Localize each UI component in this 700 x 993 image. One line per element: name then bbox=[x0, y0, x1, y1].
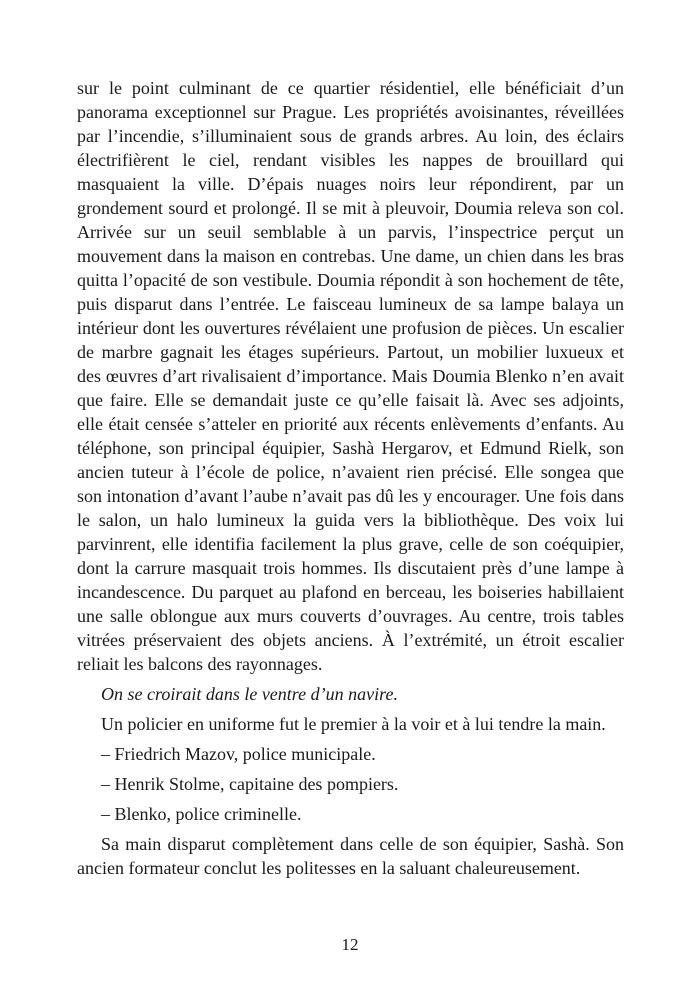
text-line: elle était censée s’atteler en priorité aux récents enlèvements d’enfants. Au bbox=[77, 414, 624, 434]
text-line: parvinrent, elle identifia facilement la plus grave, celle de son coéquipier, bbox=[77, 534, 624, 554]
text-line: ancien tuteur à l’école de police, n’avaient rien précisé. Elle songea que bbox=[77, 462, 624, 482]
text-line: reliait les balcons des rayonnages. bbox=[77, 654, 323, 674]
text-line: – Blenko, police criminelle. bbox=[101, 804, 302, 824]
text-line: – Henrik Stolme, capitaine des pompiers. bbox=[101, 774, 399, 794]
text-line: puis disparut dans l’entrée. Le faisceau lumineux de sa lampe balaya un bbox=[77, 294, 624, 314]
text-line: incandescence. Du parquet au plafond en berceau, les boiseries habillaient bbox=[77, 582, 624, 602]
paragraph bbox=[77, 76, 624, 676]
text-line: masquaient la ville. D’épais nuages noirs leur répondirent, par un bbox=[77, 174, 624, 194]
text-line: des œuvres d’art rivalisaient d’importance. Mais Doumia Blenko n’en avait bbox=[77, 366, 624, 386]
text-line: de marbre gagnait les étages supérieurs. Partout, un mobilier luxueux et bbox=[77, 342, 624, 362]
paragraph bbox=[77, 832, 624, 880]
text-line: vitrées préservaient des objets anciens. À l’extrémité, un étroit escalier bbox=[77, 630, 624, 650]
paragraph bbox=[77, 772, 624, 796]
paragraph bbox=[77, 742, 624, 766]
text-line: que faire. Elle se demandait juste ce qu’elle faisait là. Avec ses adjoints, bbox=[77, 390, 624, 410]
text-line: téléphone, son principal équipier, Sashà Hergarov, et Edmund Rielk, son bbox=[77, 438, 624, 458]
text-line: sur le point culminant de ce quartier résidentiel, elle bénéficiait d’un bbox=[77, 78, 624, 98]
paragraph bbox=[77, 712, 624, 736]
text-line: mouvement dans la maison en contrebas. Une dame, un chien dans les bras bbox=[77, 246, 624, 266]
text-line: grondement sourd et prolongé. Il se mit à pleuvoir, Doumia releva son col. bbox=[77, 198, 624, 218]
text-line: panorama exceptionnel sur Prague. Les propriétés avoisinantes, réveillées bbox=[77, 102, 624, 122]
text-line: quitta l’opacité de son vestibule. Doumia répondit à son hochement de tête, bbox=[77, 270, 624, 290]
body-text bbox=[77, 76, 624, 886]
text-line: On se croirait dans le ventre d’un navire. bbox=[101, 684, 398, 704]
text-line: intérieur dont les ouvertures révélaient une profusion de pièces. Un escalier bbox=[77, 318, 624, 338]
text-line: son intonation d’avant l’aube n’avait pas dû les y encourager. Une fois dans bbox=[77, 486, 624, 506]
italic-paragraph bbox=[77, 682, 624, 706]
text-line: ancien formateur conclut les politesses en la saluant chaleureusement. bbox=[77, 858, 581, 878]
text-line: dont la carrure masquait trois hommes. Ils discutaient près d’une lampe à bbox=[77, 558, 624, 578]
text-line: Sa main disparut complètement dans celle de son équipier, Sashà. Son bbox=[101, 834, 624, 854]
text-line: – Friedrich Mazov, police municipale. bbox=[101, 744, 376, 764]
text-line: Un policier en uniforme fut le premier à la voir et à lui tendre la main. bbox=[101, 714, 606, 734]
paragraph bbox=[77, 802, 624, 826]
text-line: le salon, un halo lumineux la guida vers la bibliothèque. Des voix lui bbox=[77, 510, 624, 530]
page-number: 12 bbox=[341, 935, 359, 954]
text-line: une salle oblongue aux murs couverts d’ouvrages. Au centre, trois tables bbox=[77, 606, 624, 626]
text-line: par l’incendie, s’illuminaient sous de grands arbres. Au loin, des éclairs bbox=[77, 126, 624, 146]
text-line: électrifièrent le ciel, rendant visibles les nappes de brouillard qui bbox=[77, 150, 624, 170]
text-line: Arrivée sur un seuil semblable à un parvis, l’inspectrice perçut un bbox=[77, 222, 624, 242]
